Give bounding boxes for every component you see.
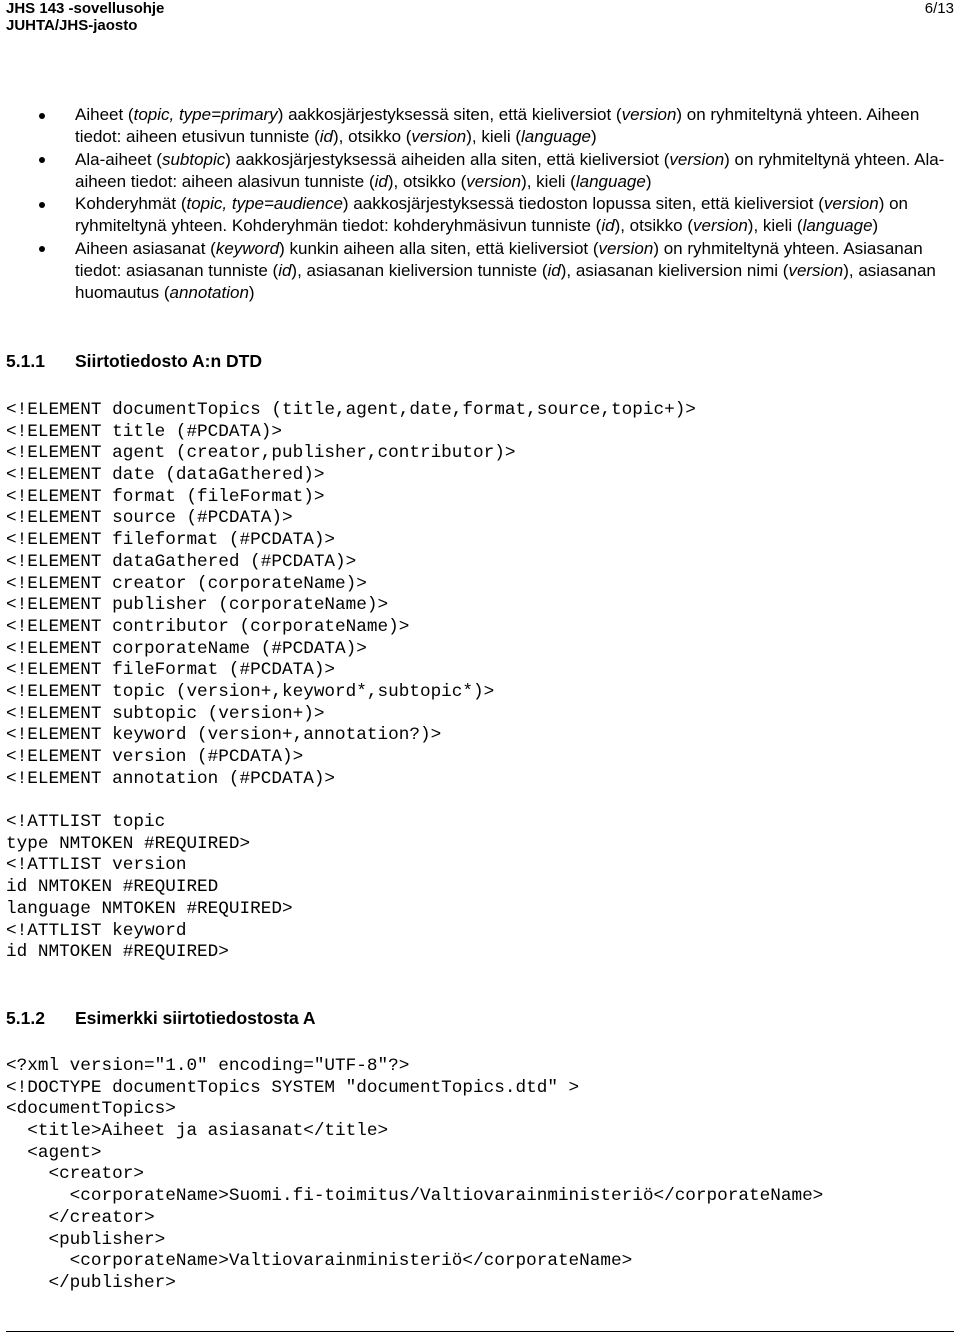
bullet-text: ) on ryhmiteltynä yhteen. Kohderyhmän tiedot: kohderyhmäsivun tunniste ( xyxy=(75,194,908,236)
xml-line: <documentTopics> xyxy=(6,1099,176,1120)
xml-line: <corporateName>Valtiovarainministeriö</corporateName> xyxy=(6,1251,633,1272)
section-number: 5.1.1 xyxy=(6,351,45,371)
xml-line: <title>Aiheet ja asiasanat</title> xyxy=(6,1121,389,1142)
bullet-item xyxy=(0,104,960,149)
dtd-line: <!ELEMENT source (#PCDATA)> xyxy=(6,508,293,529)
page-header xyxy=(6,0,954,40)
dtd-line: <!ELEMENT publisher (corporateName)> xyxy=(6,595,389,616)
section-heading-example xyxy=(6,1007,316,1029)
dtd-line: type NMTOKEN #REQUIRED> xyxy=(6,833,251,854)
dtd-line: <!ELEMENT version (#PCDATA)> xyxy=(6,747,304,767)
bullet-text: ), otsikko ( xyxy=(333,127,412,147)
italic-term: keyword xyxy=(215,238,280,258)
dtd-line: id NMTOKEN #REQUIRED> xyxy=(6,942,229,963)
italic-term: id xyxy=(374,171,388,191)
dtd-line: <!ELEMENT contributor (corporateName)> xyxy=(6,616,410,637)
italic-term: version xyxy=(621,105,677,124)
dtd-line: <!ELEMENT agent (creator,publisher,contributor)> xyxy=(6,443,516,464)
italic-term: version xyxy=(788,261,844,281)
italic-term: subtopic xyxy=(161,149,226,169)
xml-line: <publisher> xyxy=(6,1229,166,1250)
italic-term: version xyxy=(823,194,879,214)
bullet-text: ), asiasanan kieliversion tunniste ( xyxy=(291,261,548,281)
section-number: 5.1.2 xyxy=(6,1008,45,1028)
dtd-line: <!ELEMENT format (fileFormat)> xyxy=(6,486,325,507)
bullet-text: ), asiasanan kieliversion nimi ( xyxy=(560,261,789,281)
bullet-text: Aiheet ( xyxy=(75,105,134,124)
dtd-line: <!ELEMENT dataGathered (#PCDATA)> xyxy=(6,551,357,572)
bullet-text: ) on ryhmiteltynä yhteen. Asiasanan tiedot: asiasanan tunniste ( xyxy=(75,238,923,281)
bullet-text: ) xyxy=(645,171,652,191)
italic-term: language xyxy=(521,127,591,147)
dtd-line: <!ELEMENT fileformat (#PCDATA)> xyxy=(6,530,336,551)
italic-term: version xyxy=(411,127,467,147)
italic-term: language xyxy=(802,216,873,236)
footer-rule xyxy=(6,1331,954,1332)
bullet-text: ) on ryhmiteltynä yhteen. Ala-aiheen tiedot: aiheen alasivun tunniste ( xyxy=(75,149,945,191)
dtd-line: <!ELEMENT topic (version+,keyword*,subtopic*)> xyxy=(6,681,495,702)
bullet-text: ), kieli ( xyxy=(521,171,576,191)
dtd-line: <!ELEMENT keyword (version+,annotation?)> xyxy=(6,725,442,746)
italic-term: version xyxy=(669,149,725,169)
dtd-line: <!ELEMENT documentTopics (title,agent,date,format,source,topic+)> xyxy=(6,400,696,420)
bullet-text: ), kieli ( xyxy=(466,127,522,147)
dtd-line: language NMTOKEN #REQUIRED> xyxy=(6,898,293,919)
bullet-list xyxy=(0,104,960,305)
bullet-text: ) xyxy=(590,127,597,147)
bullet-item xyxy=(0,149,960,194)
italic-term: id xyxy=(547,261,561,281)
xml-line: <agent> xyxy=(6,1142,102,1163)
dtd-line: <!ELEMENT title (#PCDATA)> xyxy=(6,421,282,442)
bullet-text: ), otsikko ( xyxy=(614,216,693,236)
dtd-line: <!ELEMENT fileFormat (#PCDATA)> xyxy=(6,660,336,681)
italic-term: id xyxy=(601,216,615,236)
bullet-text: ), asiasanan huomautus ( xyxy=(75,261,936,303)
document-subtitle: JUHTA/JHS-jaosto xyxy=(6,17,138,34)
bullet-text: ) xyxy=(248,283,255,303)
dtd-line: <!ATTLIST topic xyxy=(6,812,166,833)
bullet-text: ), kieli ( xyxy=(747,216,803,236)
italic-term: topic, type=primary xyxy=(133,105,278,124)
bullet-text: ) xyxy=(872,216,879,236)
italic-term: version xyxy=(466,171,522,191)
bullet-text: ) aakkosjärjestyksessä aiheiden alla siten, että kieliversiot ( xyxy=(225,149,670,169)
dtd-line: <!ELEMENT corporateName (#PCDATA)> xyxy=(6,638,367,659)
italic-term: language xyxy=(575,171,646,191)
dtd-line: <!ELEMENT creator (corporateName)> xyxy=(6,573,367,594)
bullet-text: ) aakkosjärjestyksessä tiedoston lopussa siten, että kieliversiot ( xyxy=(342,194,824,214)
section-title: Siirtotiedosto A:n DTD xyxy=(75,351,262,371)
dtd-line: <!ATTLIST version xyxy=(6,855,187,876)
italic-term: id xyxy=(319,127,334,147)
italic-term: annotation xyxy=(169,283,249,303)
italic-term: version xyxy=(692,216,748,236)
bullet-text: Ala-aiheet ( xyxy=(75,149,162,169)
bullet-item xyxy=(0,238,960,305)
bullet-text: ) kunkin aiheen alla siten, että kieliversiot ( xyxy=(279,238,599,258)
bullet-text: Aiheen asiasanat ( xyxy=(75,238,216,258)
dtd-line: <!ELEMENT date (dataGathered)> xyxy=(6,465,325,486)
page-number: 6/13 xyxy=(924,0,954,17)
italic-term: id xyxy=(278,261,292,281)
dtd-line xyxy=(6,790,696,812)
xml-code-block xyxy=(6,1056,823,1295)
bullet-text: ), otsikko ( xyxy=(387,171,467,191)
xml-line: </publisher> xyxy=(6,1272,176,1293)
bullet-text: ) on ryhmiteltynä yhteen. Aiheen tiedot: aiheen etusivun tunniste ( xyxy=(75,105,920,147)
xml-line: <?xml version="1.0" encoding="UTF-8"?> xyxy=(6,1056,410,1076)
dtd-line: <!ATTLIST keyword xyxy=(6,920,187,941)
italic-term: version xyxy=(598,238,654,258)
dtd-line: <!ELEMENT annotation (#PCDATA)> xyxy=(6,768,336,789)
dtd-line: <!ELEMENT subtopic (version+)> xyxy=(6,703,325,724)
bullet-text: Kohderyhmät ( xyxy=(75,194,187,214)
xml-line: <!DOCTYPE documentTopics SYSTEM "documentTopics.dtd" > xyxy=(6,1077,580,1098)
xml-line: <creator> xyxy=(6,1164,144,1185)
xml-line: </creator> xyxy=(6,1207,155,1228)
bullet-item xyxy=(0,193,960,238)
italic-term: topic, type=audience xyxy=(186,194,343,214)
dtd-line: id NMTOKEN #REQUIRED xyxy=(6,877,219,898)
document-title: JHS 143 -sovellusohje xyxy=(6,0,165,17)
dtd-code-block xyxy=(6,400,696,964)
xml-line: <corporateName>Suomi.fi-toimitus/Valtiovarainministeriö</corporateName> xyxy=(6,1186,824,1207)
section-title: Esimerkki siirtotiedostosta A xyxy=(75,1008,316,1028)
section-heading-dtd xyxy=(6,350,262,372)
bullet-text: ) aakkosjärjestyksessä siten, että kieliversiot ( xyxy=(277,105,622,124)
